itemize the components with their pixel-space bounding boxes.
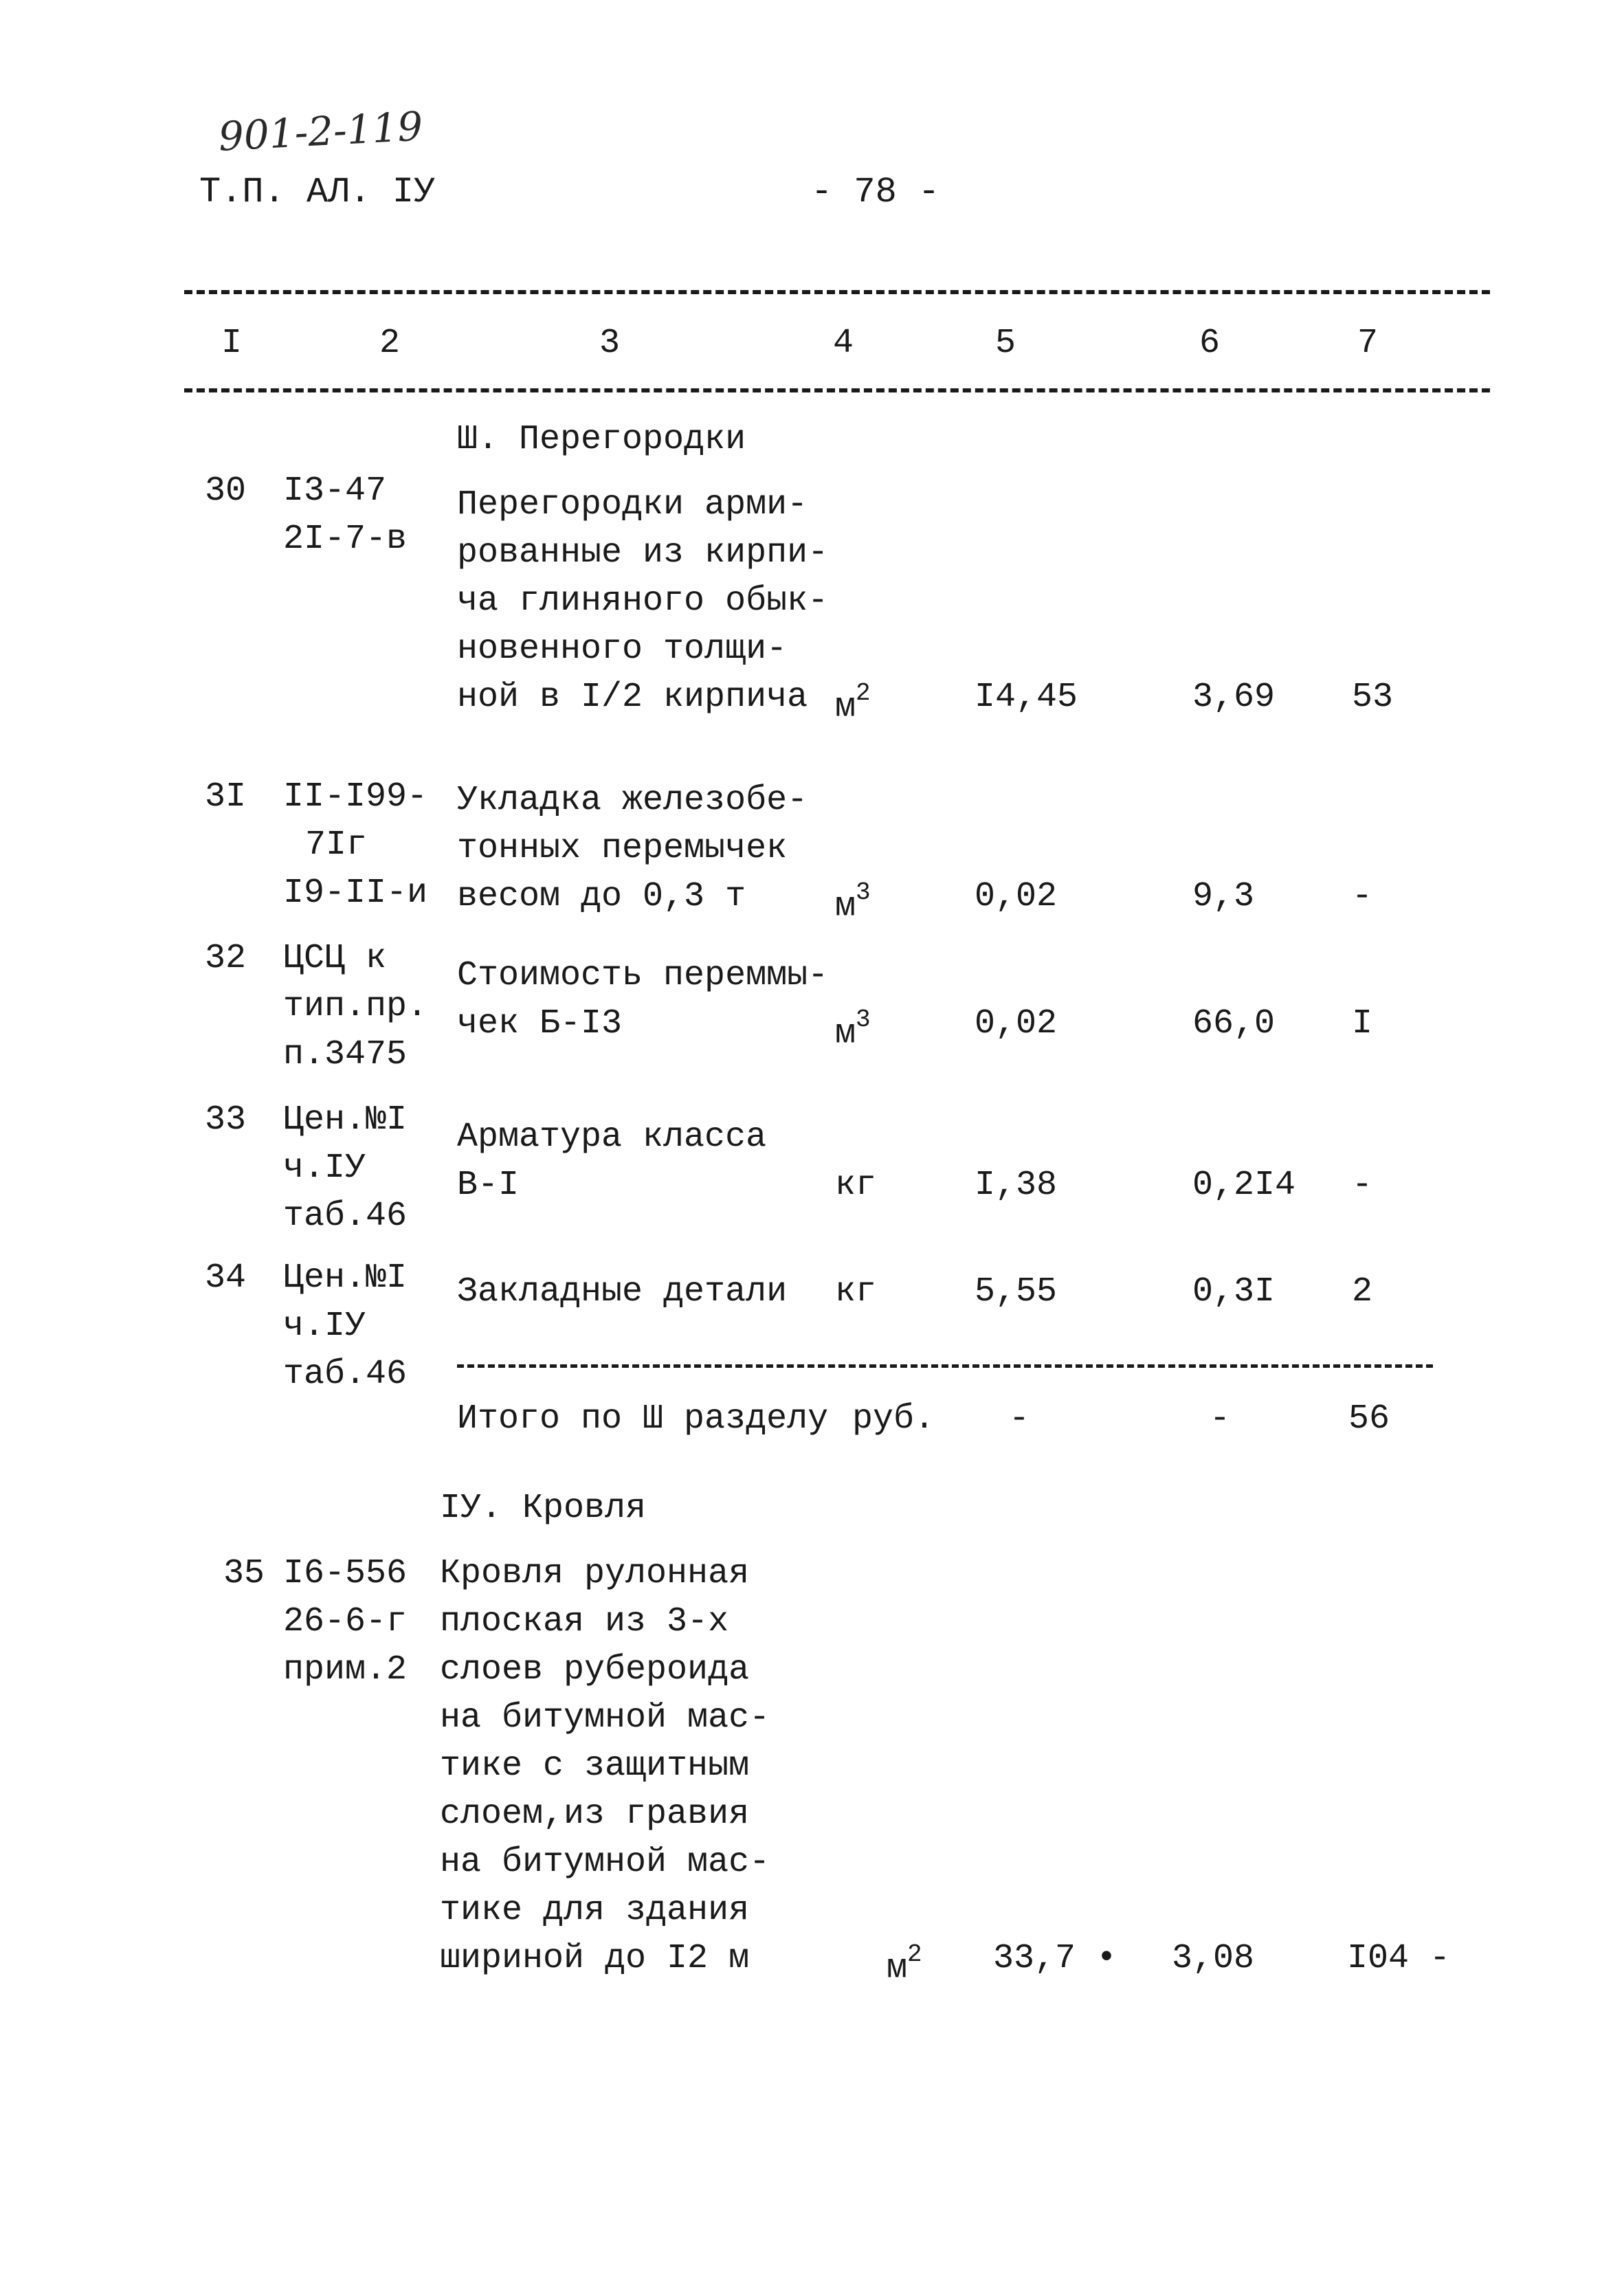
unit-price: 9,3 [1192, 877, 1255, 916]
unit: $м^3$ [835, 878, 871, 927]
row-number: 33 [205, 1100, 247, 1140]
norm-code: I3-47 2I-7-в [283, 472, 408, 559]
unit: кг [835, 1166, 877, 1205]
row-number: 3I [205, 777, 247, 817]
norm-code: II-I99- 7Iг I9-II-и [283, 777, 428, 913]
work-description: Кровля рулонная плоская из 3-х слоев рубероида на битумной мас- тике с защитным слоем,из гравия на битумной мас- тике для здания шириной до I2 м [440, 1554, 770, 1978]
quantity: 0,02 [975, 877, 1058, 916]
quantity: 33,7 • [993, 1939, 1117, 1978]
unit: $м^2$ [835, 679, 871, 727]
unit-price: 66,0 [1192, 1004, 1276, 1043]
unit-price: 3,69 [1192, 678, 1276, 717]
work-description: Арматура класса В-I [457, 1118, 767, 1205]
row-number: 34 [205, 1259, 247, 1298]
section-title: Ш. Перегородки [457, 420, 746, 459]
doc-reference: Т.П. АЛ. IУ [199, 172, 436, 212]
total: 53 [1352, 678, 1394, 717]
column-number-1: I [221, 324, 243, 363]
work-description: Закладные детали [457, 1272, 788, 1311]
norm-code: Цен.№I ч.IУ таб.46 [283, 1259, 408, 1394]
handwritten-doc-number: 901-2-119 [217, 102, 424, 160]
row-number: 30 [205, 472, 247, 511]
subtotal-price: - [1210, 1399, 1231, 1439]
unit-price: 3,08 [1172, 1939, 1255, 1978]
total: - [1352, 1166, 1373, 1205]
quantity: I,38 [975, 1166, 1058, 1205]
quantity: I4,45 [975, 678, 1078, 717]
subtotal-rule [457, 1364, 1433, 1368]
unit-price: 0,2I4 [1192, 1166, 1296, 1205]
total: I [1352, 1004, 1373, 1043]
unit: $м^2$ [887, 1940, 922, 1988]
section-title: IУ. Кровля [440, 1489, 647, 1528]
unit-price: 0,3I [1192, 1272, 1276, 1311]
norm-code: Цен.№I ч.IУ таб.46 [283, 1100, 408, 1236]
unit: кг [835, 1272, 877, 1311]
work-description: Укладка железобе- тонных перемычек весом до 0,3 т [457, 781, 808, 916]
column-number-5: 5 [995, 324, 1016, 363]
top-rule [184, 290, 1490, 294]
total: 2 [1352, 1272, 1373, 1311]
unit: $м^3$ [835, 1006, 871, 1054]
subtotal-total: 56 [1348, 1399, 1390, 1439]
column-number-3: 3 [599, 324, 621, 363]
column-number-7: 7 [1357, 324, 1379, 363]
total: - [1352, 877, 1373, 916]
column-number-6: 6 [1199, 324, 1221, 363]
work-description: Перегородки арми- рованные из кирпи- ча глиняного обык- новенного толщи- ной в I/2 кирпича [457, 485, 829, 717]
total: I04 - [1347, 1939, 1451, 1978]
subtotal-quantity: - [1009, 1399, 1030, 1439]
row-number: 35 [223, 1554, 265, 1593]
quantity: 5,55 [975, 1272, 1058, 1311]
page-number: - 78 - [811, 172, 940, 212]
header-bottom-rule [184, 388, 1490, 392]
subtotal-unit: руб. [852, 1399, 935, 1439]
row-number: 32 [205, 939, 247, 978]
column-number-2: 2 [379, 324, 401, 363]
quantity: 0,02 [975, 1004, 1058, 1043]
column-number-4: 4 [833, 324, 854, 363]
subtotal-label: Итого по Ш разделу [457, 1399, 829, 1439]
norm-code: I6-556 26-6-г прим.2 [283, 1554, 408, 1689]
norm-code: ЦСЦ к тип.пр. п.3475 [283, 939, 428, 1074]
work-description: Стоимость переммы- чек Б-I3 [457, 956, 829, 1043]
